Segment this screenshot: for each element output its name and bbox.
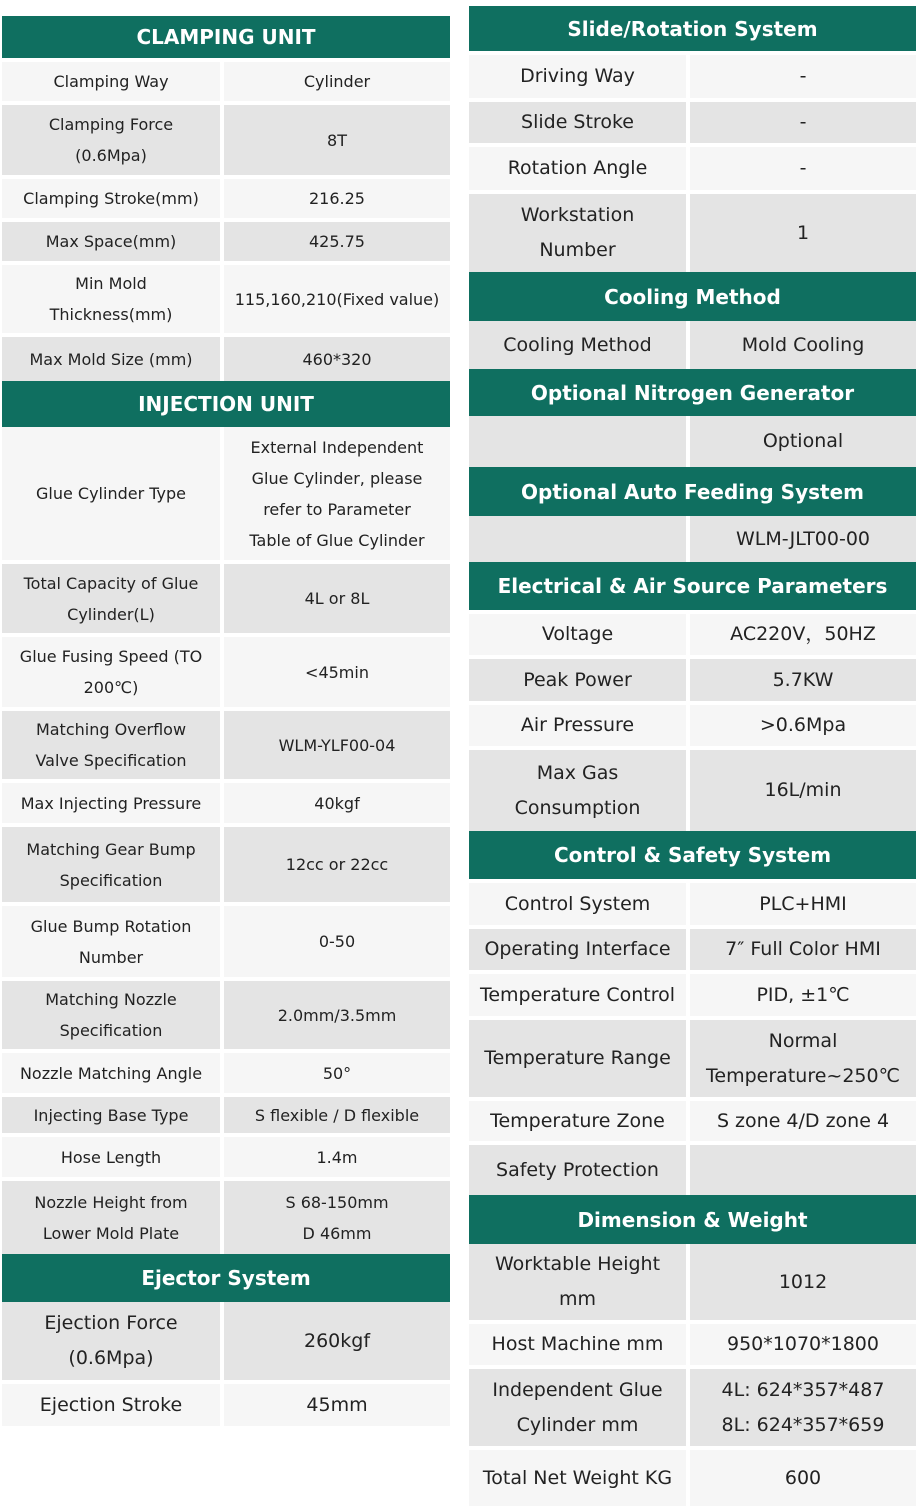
table-row xyxy=(469,883,916,929)
row-label: Matching Overflow Valve Specification xyxy=(2,711,224,779)
row-label: Max Mold Size (mm) xyxy=(2,337,224,381)
ejector-system-table xyxy=(2,1302,450,1426)
slide-rotation-title: Slide/Rotation System xyxy=(567,16,818,41)
row-value: WLM-YLF00-04 xyxy=(224,711,450,779)
electrical-table xyxy=(469,614,916,831)
slide-rotation-table xyxy=(469,55,916,272)
row-value: <45min xyxy=(224,637,450,707)
row-value: S 68-150mm D 46mm xyxy=(224,1181,450,1254)
row-value: 0-50 xyxy=(224,906,450,977)
row-label: Slide Stroke xyxy=(469,102,690,143)
row-value: 950*1070*1800 xyxy=(690,1324,916,1365)
row-value: 16L/min xyxy=(690,750,916,831)
cooling-method-header xyxy=(469,272,916,321)
row-label: Matching Gear Bump Specification xyxy=(2,827,224,902)
row-value: 50° xyxy=(224,1053,450,1093)
row-value: 2.0mm/3.5mm xyxy=(224,981,450,1049)
dimension-weight-title: Dimension & Weight xyxy=(577,1207,808,1232)
control-safety-table xyxy=(469,883,916,1195)
row-value: - xyxy=(690,147,916,190)
clamping-unit-header xyxy=(2,16,450,58)
table-row xyxy=(469,194,916,272)
row-value: 115,160,210(Fixed value) xyxy=(224,265,450,333)
table-row xyxy=(469,929,916,974)
control-safety-header xyxy=(469,831,916,879)
table-row xyxy=(2,337,450,381)
table-row xyxy=(2,1181,450,1254)
row-label: Host Machine mm xyxy=(469,1324,690,1365)
table-row xyxy=(2,1137,450,1181)
table-row xyxy=(469,321,916,369)
row-label: Workstation Number xyxy=(469,194,690,272)
table-row xyxy=(2,637,450,711)
row-label xyxy=(469,516,690,562)
row-label: Max Gas Consumption xyxy=(469,750,690,831)
ejector-system-title: Ejector System xyxy=(141,1266,311,1290)
table-row xyxy=(2,179,450,222)
left-column xyxy=(2,0,450,1426)
row-label: Ejection Stroke xyxy=(2,1384,224,1426)
table-row xyxy=(2,906,450,981)
table-row xyxy=(2,1384,450,1426)
row-label: Operating Interface xyxy=(469,929,690,970)
row-label: Ejection Force (0.6Mpa) xyxy=(2,1302,224,1380)
row-label: Temperature Range xyxy=(469,1020,690,1097)
clamping-unit-title: CLAMPING UNIT xyxy=(136,25,316,49)
row-value: 45mm xyxy=(224,1384,450,1426)
row-label: Hose Length xyxy=(2,1137,224,1177)
table-row xyxy=(2,222,450,265)
row-label: Min Mold Thickness(mm) xyxy=(2,265,224,333)
row-label: Total Capacity of Glue Cylinder(L) xyxy=(2,564,224,633)
row-label: Glue Cylinder Type xyxy=(2,427,224,560)
table-row xyxy=(2,1302,450,1384)
cooling-method-title: Cooling Method xyxy=(604,284,781,309)
row-value: External Independent Glue Cylinder, please refer to Parameter Table of Glue Cylinder xyxy=(224,427,450,560)
table-row xyxy=(469,1145,916,1195)
table-row xyxy=(469,1450,916,1506)
table-row xyxy=(2,1097,450,1137)
row-label: Clamping Way xyxy=(2,62,224,101)
dimension-weight-header xyxy=(469,1195,916,1244)
row-label: Driving Way xyxy=(469,55,690,98)
row-value: 600 xyxy=(690,1450,916,1506)
row-label: Matching Nozzle Specification xyxy=(2,981,224,1049)
table-row xyxy=(469,416,916,467)
row-label: Clamping Force (0.6Mpa) xyxy=(2,105,224,175)
table-row xyxy=(2,265,450,337)
row-value: 5.7KW xyxy=(690,659,916,701)
row-label: Peak Power xyxy=(469,659,690,701)
row-value: PLC+HMI xyxy=(690,883,916,925)
row-label xyxy=(469,416,690,467)
row-label: Rotation Angle xyxy=(469,147,690,190)
row-label: Injecting Base Type xyxy=(2,1097,224,1133)
table-row xyxy=(469,1244,916,1324)
injection-unit-table xyxy=(2,427,450,1254)
row-value: Normal Temperature~250℃ xyxy=(690,1020,916,1097)
row-label: Temperature Zone xyxy=(469,1101,690,1141)
table-row xyxy=(469,705,916,750)
table-row xyxy=(469,1101,916,1145)
row-value: 1 xyxy=(690,194,916,272)
row-label: Total Net Weight KG xyxy=(469,1450,690,1506)
row-value: Mold Cooling xyxy=(690,321,916,369)
nitrogen-generator-title: Optional Nitrogen Generator xyxy=(530,380,855,405)
table-row xyxy=(2,783,450,827)
table-row xyxy=(469,750,916,831)
row-label: Control System xyxy=(469,883,690,925)
injection-unit-header xyxy=(2,381,450,427)
row-value: 4L or 8L xyxy=(224,564,450,633)
table-row xyxy=(2,981,450,1053)
row-label: Nozzle Height from Lower Mold Plate xyxy=(2,1181,224,1254)
row-value: 12cc or 22cc xyxy=(224,827,450,902)
row-label: Independent Glue Cylinder mm xyxy=(469,1369,690,1446)
slide-rotation-header xyxy=(469,6,916,51)
table-row xyxy=(2,1053,450,1097)
row-label: Clamping Stroke(mm) xyxy=(2,179,224,218)
row-value: Optional xyxy=(690,416,916,467)
row-label: Nozzle Matching Angle xyxy=(2,1053,224,1093)
row-value: WLM-JLT00-00 xyxy=(690,516,916,562)
row-value: 260kgf xyxy=(224,1302,450,1380)
right-column xyxy=(469,0,916,1506)
row-label: Max Injecting Pressure xyxy=(2,783,224,823)
table-row xyxy=(469,614,916,659)
row-value: S flexible / D flexible xyxy=(224,1097,450,1133)
table-row xyxy=(469,1020,916,1101)
electrical-header xyxy=(469,562,916,610)
row-value: - xyxy=(690,102,916,143)
row-value xyxy=(690,1145,916,1195)
auto-feeding-header xyxy=(469,467,916,516)
row-label: Safety Protection xyxy=(469,1145,690,1195)
table-row xyxy=(469,1324,916,1369)
table-row xyxy=(469,1369,916,1450)
row-label: Cooling Method xyxy=(469,321,690,369)
row-label: Max Space(mm) xyxy=(2,222,224,261)
table-row xyxy=(469,659,916,705)
row-value: PID, ±1℃ xyxy=(690,974,916,1016)
electrical-title: Electrical & Air Source Parameters xyxy=(497,574,888,598)
row-value: 40kgf xyxy=(224,783,450,823)
row-label: Glue Fusing Speed (TO 200℃) xyxy=(2,637,224,707)
row-value: 1012 xyxy=(690,1244,916,1320)
row-value: 8T xyxy=(224,105,450,175)
table-row xyxy=(2,711,450,783)
row-value: 7″ Full Color HMI xyxy=(690,929,916,970)
row-label: Glue Bump Rotation Number xyxy=(2,906,224,977)
table-row xyxy=(2,62,450,105)
table-row xyxy=(2,427,450,564)
nitrogen-generator-header xyxy=(469,369,916,416)
row-value: AC220V，50HZ xyxy=(690,614,916,655)
row-value: 425.75 xyxy=(224,222,450,261)
table-row xyxy=(2,564,450,637)
table-row xyxy=(2,827,450,906)
auto-feeding-title: Optional Auto Feeding System xyxy=(521,479,864,504)
table-row xyxy=(469,147,916,194)
row-value: - xyxy=(690,55,916,98)
row-value: Cylinder xyxy=(224,62,450,101)
table-row xyxy=(469,55,916,102)
row-value: S zone 4/D zone 4 xyxy=(690,1101,916,1141)
control-safety-title: Control & Safety System xyxy=(553,843,832,867)
table-row xyxy=(469,974,916,1020)
injection-unit-title: INJECTION UNIT xyxy=(138,392,314,416)
row-value: 460*320 xyxy=(224,337,450,381)
row-label: Temperature Control xyxy=(469,974,690,1016)
table-row xyxy=(469,102,916,147)
row-label: Worktable Height mm xyxy=(469,1244,690,1320)
row-label: Air Pressure xyxy=(469,705,690,746)
row-value: 216.25 xyxy=(224,179,450,218)
row-value: >0.6Mpa xyxy=(690,705,916,746)
clamping-unit-table xyxy=(2,62,450,381)
table-row xyxy=(469,516,916,562)
dimension-weight-table xyxy=(469,1244,916,1506)
row-value: 4L: 624*357*487 8L: 624*357*659 xyxy=(690,1369,916,1446)
table-row xyxy=(2,105,450,179)
row-value: 1.4m xyxy=(224,1137,450,1177)
ejector-system-header xyxy=(2,1254,450,1302)
row-label: Voltage xyxy=(469,614,690,655)
